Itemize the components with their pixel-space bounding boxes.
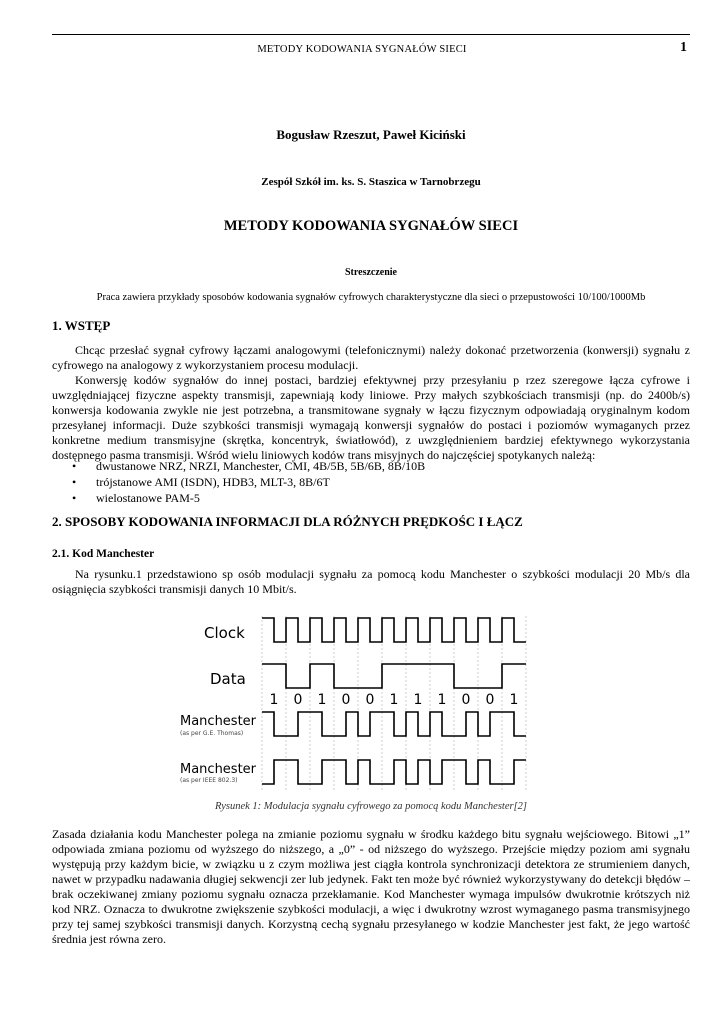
bit-label: 1 <box>389 692 399 708</box>
section-2-paragraph-1: Na rysunku.1 przedstawiono sp osób modulacji sygnału za pomocą kodu Manchester o szybkości modulacji 20 Mb/s dla osiągnięcia szybkości transmisji danych 10 Mbit/s. <box>52 567 690 596</box>
manchester-thomas-waveform <box>262 712 526 736</box>
bit-label: 1 <box>269 692 279 708</box>
abstract-text: Praca zawiera przykłady sposobów kodowania sygnałów cyfrowych charakterystyczne dla sieci o przepustowości 10/100/1000Mb <box>96 292 646 303</box>
manchester-thomas-note: (as per G.E. Thomas) <box>180 730 244 737</box>
section-2-paragraph-2: Zasada działania kodu Manchester polega na zmianie poziomu sygnału w środku każdego bitu sygnału wejściowego. Bitowi „1” odpowiada zmiana poziomu od wyższego do niższego, a „0” - od niższego do wyższego. Przejście między poziom ami sygnału występują przy każdym bicie, w związku u z czym możliwa jest ciągła kontrola synchronizacji detektora ze strumieniem danych, nawet w przypadku nadawania długiej sekwencji zer lub jedynek. Fakt ten może być również wykorzystywany do detekcji błędów – brak oczekiwanej zmiany poziomu sygnału oznacza przekłamanie. Kod Manchester wymaga impulsów dwukrotnie krótszych niż kod NRZ. Oznacza to dwukrotne zwiększenie szybkości modulacji, a więc i dwukrotny wzrost wymaganego pasma transmisyjnego przy tej samej szybkości transmisji danych. Korzystną cechą sygnału przesyłanego w kodzie Manchester jest fakt, że jego wartość średnia jest równa zero. <box>52 827 690 946</box>
section-2-heading: 2. SPOSOBY KODOWANIA INFORMACJI DLA RÓŻNYCH PRĘDKOŚC I ŁĄCZ <box>52 514 523 529</box>
bit-label: 1 <box>437 692 447 708</box>
clock-waveform <box>262 618 526 642</box>
bit-label: 0 <box>341 692 351 708</box>
authors: Bogusław Rzeszut, Paweł Kiciński <box>276 127 466 142</box>
manchester-ieee-note: (as per IEEE 802.3) <box>180 777 238 784</box>
section-1-paragraph-2: Konwersję kodów sygnałów do innej postaci, bardziej efektywnej przy przesyłaniu p rzez szeregowe łącza cyfrowe i uwzględniającej fizyczne aspekty transmisji, zapewniają kody liniowe. Przy małych szybkościach transmisji (np. do 2400b/s) konwersja kodowania zwykle nie jest potrzebna, a transmitowane sygnały w łączu fizycznym odpowiadają oryginalnym kodom przesyłanej informacji. Duże szybkości transmisji wymagają konwersji sygnałów do postaci i poziomów wymaganych przez konkretne medium transmisyjne (skrętka, koncentryk, światłowód), z uwzględnieniem bardziej efektywnego wykorzystania dostępnego pasma transmisji. Wśród wielu liniowych kodów trans misyjnych do najczęściej spotykanych należą: <box>52 373 690 462</box>
line-code-list <box>52 458 425 506</box>
paper-title: METODY KODOWANIA SYGNAŁÓW SIECI <box>223 218 519 234</box>
header-rule <box>52 34 690 35</box>
subsection-heading: 2.1. Kod Manchester <box>52 548 155 560</box>
list-item: • dwustanowe NRZ, NRZI, Manchester, CMI, 4B/5B, 5B/6B, 8B/10B <box>52 458 425 474</box>
bit-label: 0 <box>461 692 471 708</box>
section-1-paragraph-1: Chcąc przesłać sygnał cyfrowy łączami analogowymi (telefonicznymi) należy dokonać przetworzenia (konwersji) sygnału z cyfrowego na analogowy z wykorzystaniem procesu modulacji. <box>52 343 690 372</box>
abstract-heading: Streszczenie <box>344 267 397 278</box>
manchester-figure <box>180 612 540 797</box>
bit-label: 0 <box>365 692 375 708</box>
bit-label: 0 <box>485 692 495 708</box>
bit-labels <box>270 692 519 708</box>
data-label: Data <box>210 670 246 688</box>
manchester-ieee-waveform <box>262 760 526 784</box>
figure-caption: Rysunek 1: Modulacja sygnału cyfrowego za pomocą kodu Manchester[2] <box>214 801 528 812</box>
list-item: • trójstanowe AMI (ISDN), HDB3, MLT-3, 8B/6T <box>52 474 425 490</box>
affiliation: Zespół Szkół im. ks. S. Staszica w Tarnobrzegu <box>261 176 481 188</box>
manchester-thomas-label: Manchester <box>180 714 257 729</box>
clock-label: Clock <box>204 624 245 642</box>
section-1-heading: 1. WSTĘP <box>52 318 111 333</box>
bit-label: 1 <box>509 692 519 708</box>
bit-label: 0 <box>293 692 303 708</box>
bit-label: 1 <box>317 692 327 708</box>
bit-label: 1 <box>413 692 423 708</box>
running-title: METODY KODOWANIA SYGNAŁÓW SIECI <box>257 44 467 55</box>
page-number: 1 <box>680 40 687 55</box>
data-waveform <box>262 664 526 688</box>
manchester-ieee-label: Manchester <box>180 762 257 777</box>
list-item: • wielostanowe PAM-5 <box>52 490 425 506</box>
